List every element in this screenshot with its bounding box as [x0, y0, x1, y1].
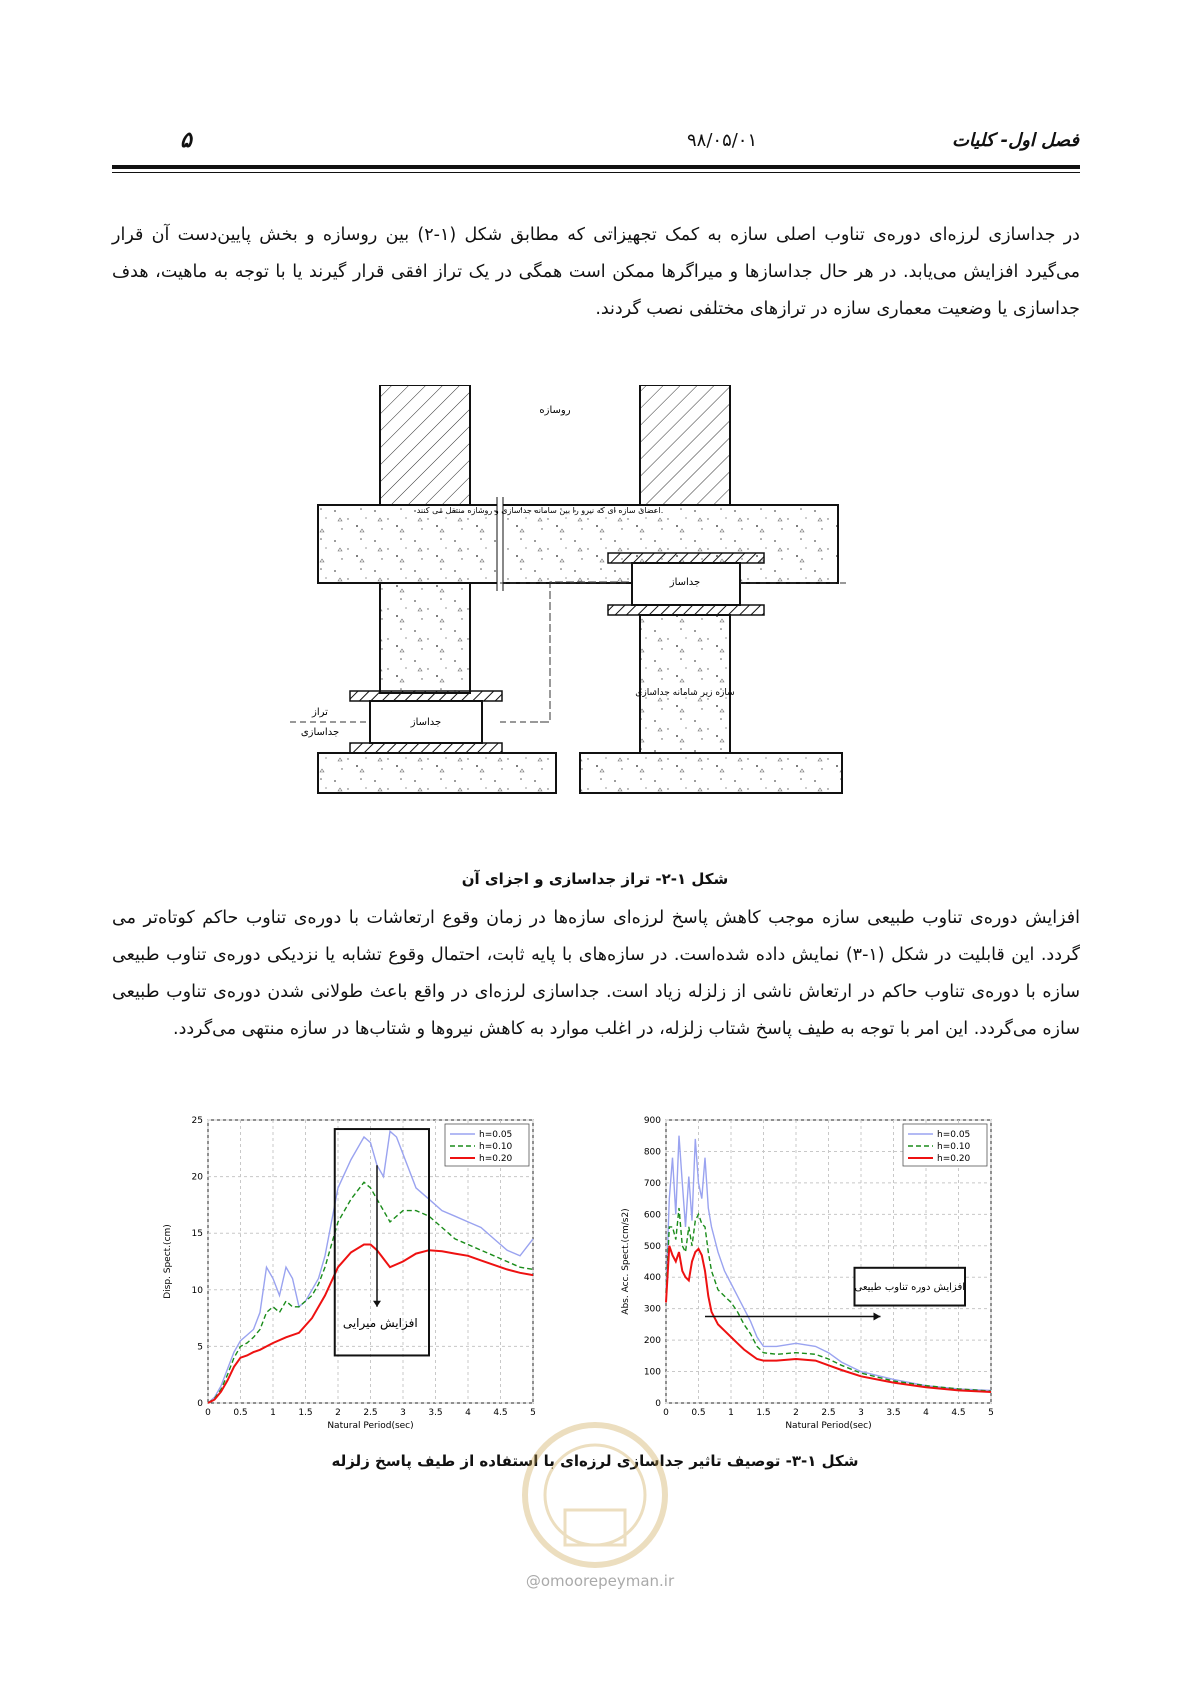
lower-column-left: [380, 583, 470, 693]
y-tick-label: 0: [655, 1399, 661, 1409]
period-annotation-text: افزایش دوره تناوب طبیعی: [854, 1281, 966, 1293]
foundation-left: [318, 753, 556, 793]
x-tick-label: 2.5: [821, 1408, 836, 1418]
paragraph-2: افزایش دوره‌ی تناوب طبیعی سازه موجب کاهش پاسخ لرزه‌ای سازه‌ها در زمان وقوع ارتعاشات با دوره‌ی تناوب حاکم کوتاه‌تر می گردد. این قابلیت در شکل (۱-۳) نمایش داده شده‌است. در سازه‌های با پایه ثابت، احتمال وقوع تشابه یا نزدیکی دوره‌ی تناوب طبیعی سازه با دوره‌ی تناوب حاکم در ارتعاش ناشی از زلزله زیاد است. جداسازی لرزه‌ای در واقع باعث طولانی شدن دوره‌ی تناوب طبیعی سازه می‌گردد. این امر با توجه به طیف پاسخ شتاب زلزله، در اغلب موارد به کاهش نیروها و شتاب‌ها در سازه منتهی می‌گردد.: [112, 908, 1080, 1039]
header-rule-thick: [112, 165, 1080, 169]
x-tick-label: 3: [400, 1408, 406, 1418]
y-tick-label: 700: [643, 1178, 661, 1189]
legend-label: h=0.20: [937, 1154, 971, 1164]
isolator-pad-top-left: [350, 691, 502, 701]
label-isolator-right: جداساز: [669, 577, 701, 588]
y-tick-label: 500: [643, 1241, 661, 1252]
label-superstructure: روسازه: [539, 405, 571, 416]
y-tick-label: 200: [643, 1336, 661, 1347]
legend-label: h=0.05: [937, 1130, 971, 1140]
y-tick-label: 20: [191, 1172, 203, 1183]
watermark-logo: [520, 1420, 670, 1570]
x-tick-label: 4: [465, 1408, 471, 1418]
x-tick-label: 0: [205, 1408, 211, 1418]
page-number: ۵: [180, 128, 192, 153]
label-isolation-level-1: تراز: [312, 707, 328, 718]
x-tick-label: 1: [270, 1408, 276, 1418]
label-transfer-members: اعضای سازه ای که نیرو را بین سامانه جداسازی و روسازه منتقل می کنند.: [416, 506, 664, 515]
x-axis-label: Natural Period(sec): [327, 1421, 414, 1431]
damping-annotation-text: افزایش میرایی: [342, 1316, 418, 1331]
x-tick-label: 5: [988, 1408, 994, 1418]
x-tick-label: 4.5: [951, 1408, 966, 1418]
x-tick-label: 0.5: [233, 1408, 248, 1418]
paragraph-1: در جداسازی لرزه‌ای دوره‌ی تناوب اصلی سازه به کمک تجهیزاتی که مطابق شکل (۱-۲) بین روسازه و بخش پایین‌دست آن قرار می‌گیرد افزایش می‌یابد. در هر حال جداسازها و میراگرها ممکن است همگی در یک تراز افقی قرار گیرند یا با توجه به ماهیت، هدف جداسازی یا وضعیت معماری سازه در ترازهای مختلفی نصب گردند.: [112, 225, 1080, 319]
x-tick-label: 3.5: [428, 1408, 443, 1418]
figure-1-caption: شکل ۱-۲- تراز جداسازی و اجزای آن: [461, 870, 729, 888]
x-tick-label: 0.5: [691, 1408, 706, 1418]
y-tick-label: 15: [191, 1229, 203, 1240]
watermark-text: @omoorepeyman.ir: [525, 1572, 675, 1590]
x-tick-label: 3: [858, 1408, 864, 1418]
y-tick-label: 5: [197, 1342, 203, 1353]
x-tick-label: 3.5: [886, 1408, 901, 1418]
header-date: ۹۸/۰۵/۰۱: [687, 130, 758, 151]
isolation-level-figure: [290, 385, 880, 855]
label-isolator-left: جداساز: [410, 717, 442, 728]
x-tick-label: 1: [728, 1408, 734, 1418]
x-tick-label: 2: [335, 1408, 341, 1418]
acceleration-spectrum-chart: [608, 1105, 1028, 1450]
y-tick-label: 900: [643, 1116, 661, 1126]
transfer-slab: [318, 505, 838, 583]
x-tick-label: 5: [530, 1408, 536, 1418]
upper-column-right: [640, 385, 730, 505]
x-tick-label: 4: [923, 1408, 929, 1418]
y-tick-label: 800: [643, 1147, 661, 1158]
legend-label: h=0.10: [479, 1142, 513, 1152]
lower-column-right: [640, 615, 730, 753]
y-axis-label: Disp. Spect.(cm): [163, 1224, 173, 1299]
isolator-pad-bottom-right: [608, 605, 764, 615]
isolator-pad-bottom-left: [350, 743, 502, 753]
isolator-pad-top-right: [608, 553, 764, 563]
x-tick-label: 2: [793, 1408, 799, 1418]
x-axis-label: Natural Period(sec): [785, 1421, 872, 1431]
x-tick-label: 0: [663, 1408, 669, 1418]
legend-label: h=0.05: [479, 1130, 513, 1140]
y-tick-label: 300: [643, 1304, 661, 1315]
y-tick-label: 600: [643, 1210, 661, 1221]
header-rule-thin: [112, 172, 1080, 173]
y-tick-label: 10: [191, 1285, 203, 1296]
chapter-title: فصل اول- کلیات: [951, 130, 1079, 151]
label-isolation-level-2: جداسازی: [300, 727, 340, 738]
page-header: [112, 128, 1079, 158]
upper-column-left: [380, 385, 470, 505]
legend-label: h=0.10: [937, 1142, 971, 1152]
y-tick-label: 400: [643, 1273, 661, 1284]
x-tick-label: 1.5: [298, 1408, 313, 1418]
x-tick-label: 1.5: [756, 1408, 771, 1418]
x-tick-label: 4.5: [493, 1408, 508, 1418]
figure-2-caption: شکل ۱-۳- توصیف تاثیر جداسازی لرزه‌ای با استفاده از طیف پاسخ زلزله: [331, 1452, 859, 1470]
y-tick-label: 25: [191, 1116, 203, 1126]
foundation-right: [580, 753, 842, 793]
y-axis-label: Abs. Acc. Spect.(cm/s2): [621, 1208, 631, 1315]
y-tick-label: 0: [197, 1399, 203, 1409]
label-substructure: سازه زیر سامانه جداسازی: [635, 688, 735, 698]
displacement-spectrum-chart: [150, 1105, 570, 1450]
x-tick-label: 2.5: [363, 1408, 378, 1418]
y-tick-label: 100: [643, 1367, 661, 1378]
legend-label: h=0.20: [479, 1154, 513, 1164]
